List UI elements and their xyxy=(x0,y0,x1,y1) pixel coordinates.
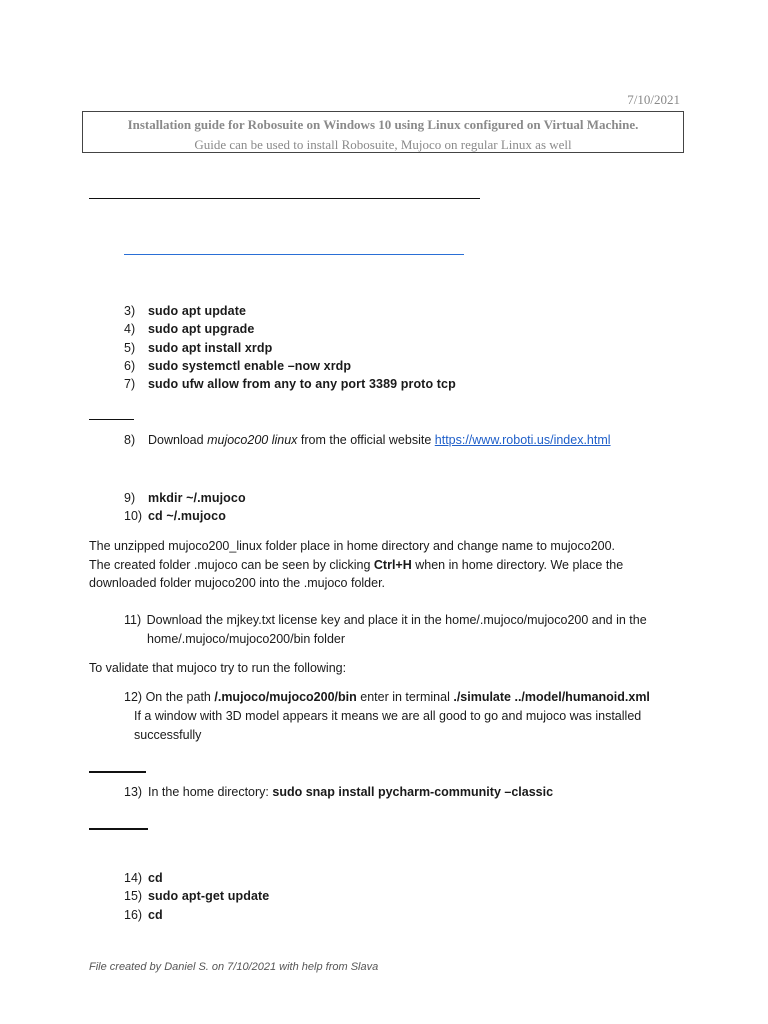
section-divider xyxy=(89,198,480,199)
section-divider xyxy=(89,828,148,830)
simulate-step: 12) On the path /.mujoco/mujoco200/bin enter in terminal ./simulate ../model/humanoid.xml If a window with 3D model appears it means we are all good to go and mujoco was installed successfully xyxy=(124,690,650,742)
document-footer: File created by Daniel S. on 7/10/2021 with help from Slava xyxy=(89,961,379,973)
mujoco-path-text: /.mujoco/mujoco200/bin xyxy=(214,690,357,704)
pycharm-command-text: sudo snap install pycharm-community –classic xyxy=(272,785,554,799)
link-underline-divider xyxy=(124,254,464,255)
section-divider xyxy=(89,771,146,773)
validate-text: To validate that mujoco try to run the following: xyxy=(89,661,347,675)
simulate-command-text: ./simulate ../model/humanoid.xml xyxy=(453,690,650,704)
document-date: 7/10/2021 xyxy=(627,92,680,107)
unzip-paragraph: The unzipped mujoco200_linux folder place in home directory and change name to mujoco200. The created folder .mujoco can be seen by clicking Ctrl+H when in home directory. We place the downloaded folder mujoco200 into the .mujoco folder. xyxy=(89,539,624,590)
document-title: Installation guide for Robosuite on Windows 10 using Linux configured on Virtual Machine. xyxy=(127,117,639,132)
roboti-website-link[interactable]: https://www.roboti.us/index.html xyxy=(434,433,611,447)
shortcut-text: Ctrl+H xyxy=(373,557,412,572)
license-step: 11) Download the mjkey.txt license key and place it in the home/.mujoco/mujoco200 and in the home/.mujoco/mujoco200/bin folder xyxy=(124,613,647,646)
title-box xyxy=(82,111,684,153)
mujoco-version-text: mujoco200 linux xyxy=(207,433,298,447)
document-subtitle: Guide can be used to install Robosuite, Mujoco on regular Linux as well xyxy=(194,137,572,152)
section-divider xyxy=(89,419,134,420)
